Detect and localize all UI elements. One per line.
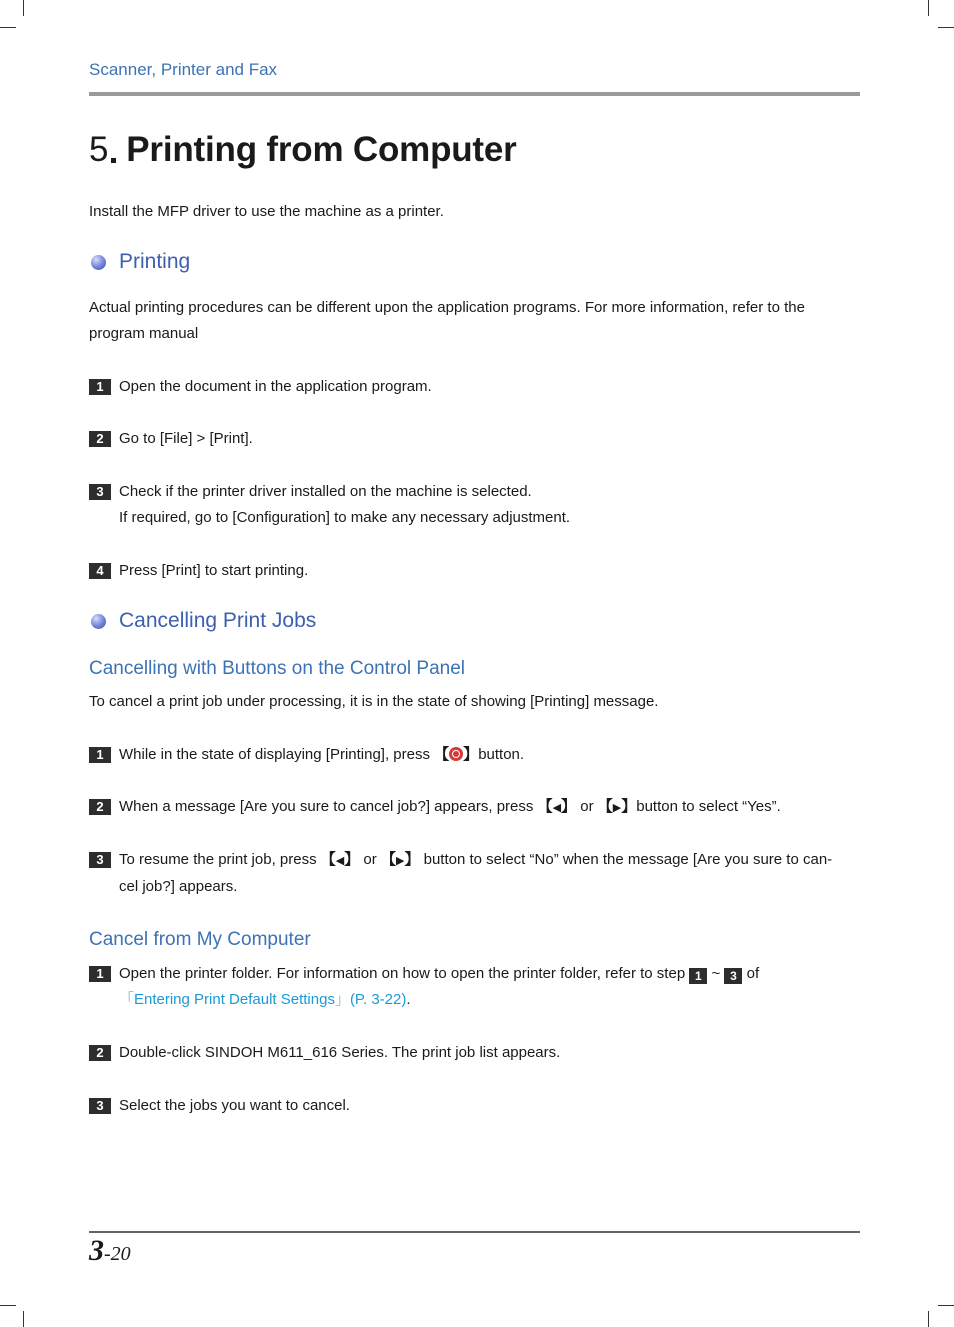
step-text: 「Entering Print Default Settings」(P. 3-22). (119, 991, 411, 1008)
step-text: When a message [Are you sure to cancel job?] appears, press 【◀】 or 【▶】button to select “Yes”. (119, 798, 781, 815)
printing-step-3 (89, 479, 859, 531)
printing-step-1 (89, 374, 859, 400)
step-ref-badge: 1 (689, 968, 707, 984)
step-text: If required, go to [Configuration] to make any necessary adjustment. (119, 509, 571, 526)
step-text: Press [Print] to start printing. (119, 562, 309, 579)
step-text: Check if the printer driver installed on the machine is selected. (119, 483, 532, 500)
section-heading-text: Printing (119, 250, 191, 273)
step-text: To resume the print job, press 【◀】 or 【▶】 button to select “No” when the message [Are you sure to can- (119, 851, 833, 868)
step-number-badge: 1 (89, 379, 111, 395)
step-number-badge: 2 (89, 431, 111, 447)
section-bullet-icon (91, 614, 106, 629)
printing-step-2 (89, 426, 859, 452)
subsection-heading-control-panel: Cancelling with Buttons on the Control Panel (89, 658, 466, 679)
step-text: Open the document in the application program. (119, 378, 432, 395)
step-number-badge: 2 (89, 1045, 111, 1061)
control-panel-step-1 (89, 742, 859, 768)
my-computer-step-2 (89, 1040, 859, 1066)
crop-mark (928, 0, 929, 16)
step-number-badge: 4 (89, 563, 111, 579)
my-computer-step-1 (89, 961, 859, 1013)
control-panel-step-3 (89, 847, 859, 900)
intro-text: Install the MFP driver to use the machine as a printer. (89, 203, 444, 220)
subsection-heading-my-computer: Cancel from My Computer (89, 929, 311, 950)
crop-mark (938, 1305, 954, 1306)
section-heading-cancelling (91, 609, 316, 633)
section-bullet-icon (91, 255, 106, 270)
header-rule (89, 92, 860, 96)
step-text: While in the state of displaying [Printing], press 【 】button. (119, 746, 525, 763)
control-panel-step-2 (89, 794, 859, 821)
paragraph-line: program manual (89, 325, 199, 342)
crop-mark (938, 27, 954, 28)
step-text: cel job?] appears. (119, 878, 238, 895)
step-number-badge: 3 (89, 484, 111, 500)
step-number-badge: 1 (89, 747, 111, 763)
step-number-badge: 3 (89, 1098, 111, 1114)
crop-mark (928, 1311, 929, 1327)
step-text: Double-click SINDOH M611_616 Series. The print job list appears. (119, 1044, 561, 1061)
right-arrow-icon: ▶ (612, 802, 622, 814)
section-heading-text: Cancelling Print Jobs (119, 609, 317, 632)
left-arrow-icon: ◀ (335, 855, 345, 867)
step-text: Open the printer folder. For information on how to open the printer folder, refer to step 1 ~ 3 of (119, 965, 760, 983)
crop-mark (0, 27, 16, 28)
crop-mark (0, 1305, 16, 1306)
section-heading-printing (91, 250, 190, 274)
running-header: Scanner, Printer and Fax (89, 60, 278, 79)
my-computer-step-3 (89, 1093, 859, 1119)
step-text: Select the jobs you want to cancel. (119, 1097, 350, 1114)
crop-mark (23, 1311, 24, 1327)
step-number-badge: 1 (89, 966, 111, 982)
chapter-title-text: Printing from Computer (126, 130, 517, 169)
title-dot (111, 158, 116, 163)
left-arrow-icon: ◀ (552, 802, 562, 814)
chapter-number: 5 (89, 130, 109, 169)
cross-reference-link[interactable]: 「Entering Print Default Settings」(P. 3-22) (119, 991, 407, 1008)
step-number-badge: 2 (89, 799, 111, 815)
step-ref-badge: 3 (724, 968, 742, 984)
stop-button-icon (449, 747, 463, 761)
step-text: Go to [File] > [Print]. (119, 430, 253, 447)
page-number: 3-20 (89, 1234, 131, 1267)
crop-mark (23, 0, 24, 16)
page-title (89, 130, 517, 170)
printing-step-4 (89, 558, 859, 584)
paragraph-line: Actual printing procedures can be different upon the application programs. For more information, refer to the (89, 299, 805, 316)
right-arrow-icon: ▶ (395, 855, 405, 867)
control-panel-intro: To cancel a print job under processing, it is in the state of showing [Printing] message. (89, 693, 659, 710)
step-number-badge: 3 (89, 852, 111, 868)
printing-paragraph (89, 295, 805, 347)
footer-rule (89, 1231, 860, 1233)
